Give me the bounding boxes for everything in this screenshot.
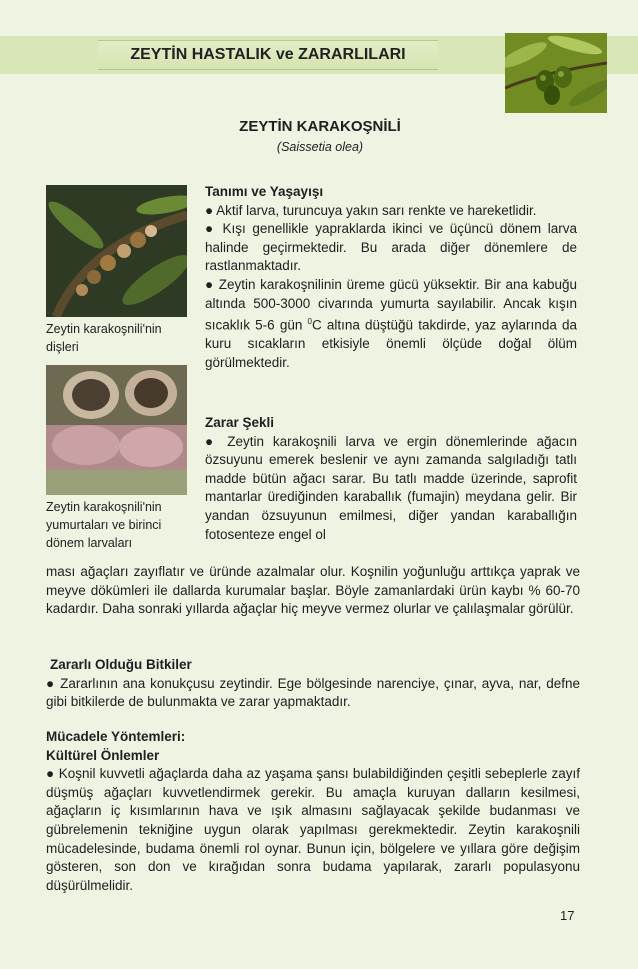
definition-section xyxy=(205,183,577,372)
section-heading: Mücadele Yöntemleri: xyxy=(46,729,186,744)
section-heading: Tanımı ve Yaşayışı xyxy=(205,184,324,199)
scale-insect-photo xyxy=(46,185,187,317)
figure-caption: Zeytin karakoşnili'nin dişleri xyxy=(46,322,162,354)
page-number: 17 xyxy=(560,908,575,923)
paragraph: ● Zararlının ana konukçusu zeytindir. Ege bölgesinde narenciye, çınar, ayva, nar, defne gibi bitkilerde de bulunmakta ve zarar yapmaktadır. xyxy=(46,675,580,710)
paragraph: ması ağaçları zayıflatır ve üründe azalmalar olur. Koşnilin yoğunluğu arttıkça yaprak ve meyve dökümleri ile dallarda kurumalar başlar. Böyle zamanlardaki ürün kaybı % 60-70 kadardır. Daha sonraki yıllarda ağaçlar hiç meyve vermez olurlar ve çalılaşmalar görülür. xyxy=(46,564,580,617)
paragraph: ● Zeytin karakoşnilinin üreme gücü yüksektir. Bir ana kabuğu altında 500-3000 civarında yumurta sayılabilir. Ancak kışın sıcaklık 5-6 gün $^0$C altına düştüğü takdirde, yaz aylarında da kuru sıcakların etkisiyle önemli ölçüde doğal ölüm görülmektedir. xyxy=(205,276,577,370)
olive-branch-photo xyxy=(505,33,607,113)
paragraph: ● Zeytin karakoşnili larva ve ergin dönemlerinde ağacın özsuyunu emerek beslenir ve aynı zamanda salgıladığı tatlı madde bütün ağacı sarar. Bu tatlı madde üzerinde, saprofit mantarlar ürediğinden karaballık (fumajin) meydana gelir. Bir yandan özsuyunun emilmesi, diğer yandan karaballığın fotosenteze engel ol xyxy=(205,433,577,542)
damage-section xyxy=(205,414,577,544)
paragraph: ● Koşnil kuvvetli ağaçlarda daha az yaşama şansı bulabildiğinden çeşitli sebeplerle zayıf düşmüş ağaçları kuvvetlendirmek gerekir. Bu amaçla kuruyan dalların kesilmesi, ağaçların iç kısımlarının hava ve ışık almasını sağlayacak şekilde budanması ve gübrelemenin tekniğine uygun olarak yapılması gerekmektedir. Zeytin karakoşnili mücadelesinde, budama önemli rol oynar. Bunun için, bölgelere ve yıllara göre değişim gösteren, son don ve kırağıdan sonra budama yapılarak, zararlı populasyonu düşürülmelidir. xyxy=(46,766,580,893)
paragraph: ● Kışı genellikle yapraklarda ikinci ve üçüncü dönem larva halinde geçirmektedir. Bu arada diğer dönemlere de rastlanmaktadır. xyxy=(205,221,577,274)
control-section xyxy=(46,728,580,895)
header-title: ZEYTİN HASTALIK ve ZARARLILARI xyxy=(98,40,438,70)
article-subtitle: (Saissetia olea) xyxy=(276,140,364,154)
host-plants-section xyxy=(46,656,580,712)
article-title: ZEYTİN KARAKOŞNİLİ xyxy=(239,118,401,135)
figure-caption: Zeytin karakoşnili'nin yumurtaları ve birinci dönem larvaları xyxy=(46,500,162,550)
damage-continuation xyxy=(46,563,580,619)
section-heading: Zararlı Olduğu Bitkiler xyxy=(50,657,192,672)
section-subheading: Kültürel Önlemler xyxy=(46,747,160,763)
paragraph: ● Aktif larva, turuncuya yakın sarı renkte ve hareketlidir. xyxy=(205,202,537,218)
section-heading: Zarar Şekli xyxy=(205,415,275,430)
eggs-larvae-photo xyxy=(46,365,187,495)
